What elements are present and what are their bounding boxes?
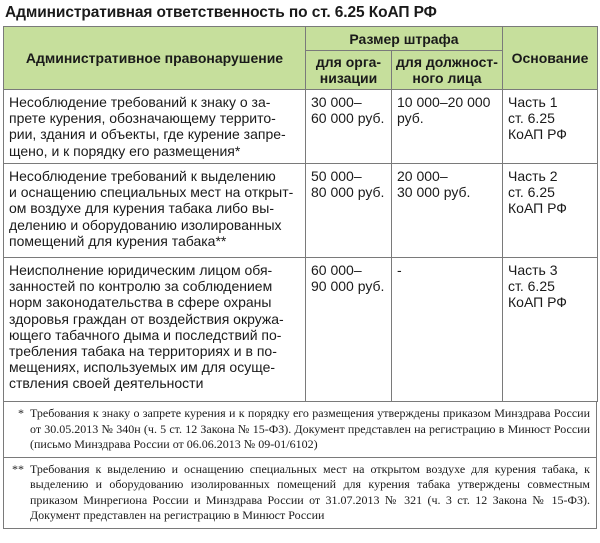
header-for-org: для орга- низации bbox=[306, 51, 392, 90]
footnote-mark: ** bbox=[12, 461, 24, 476]
org-fine-cell: 30 000– 60 000 руб. bbox=[306, 90, 392, 164]
org-fine-cell: 60 000– 90 000 руб. bbox=[306, 258, 392, 402]
footnote-text: Требования к выделению и оснащению специальных мест на открытом воздухе для курения табака, к выделению и оборудованию изолированных помещений для курения табака утверждены совместным приказом Минрегиона России и Минздрава России от 31.07.2013 № 321 (ч. 3 ст. 12 Закона № 15-ФЗ). Документ представлен на регистрацию в Минюст России bbox=[30, 461, 590, 522]
official-fine-cell: 10 000–20 000 руб. bbox=[392, 90, 503, 164]
header-for-official: для должност- ного лица bbox=[392, 51, 503, 90]
official-fine-cell: - bbox=[392, 258, 503, 402]
violation-cell: Несоблюдение требований к выделению и оснащению специальных мест на открыт- ом воздухе для курения табака либо вы- делению и оборудованию изолированных помещений для курения табака** bbox=[4, 164, 306, 258]
footnote bbox=[4, 458, 596, 528]
header-violation: Административное правонарушение bbox=[4, 27, 306, 90]
violation-cell: Несоблюдение требований к знаку о за- прете курения, обозначающему террито- рии, здания и объекты, где курение запре- щено, и к порядку его размещения* bbox=[4, 90, 306, 164]
basis-cell: Часть 3 ст. 6.25 КоАП РФ bbox=[503, 258, 598, 402]
footnote-mark: * bbox=[18, 406, 24, 420]
fines-table bbox=[3, 26, 598, 402]
official-fine-cell: 20 000– 30 000 руб. bbox=[392, 164, 503, 258]
header-fine: Размер штрафа bbox=[306, 27, 503, 51]
footnote bbox=[4, 402, 596, 457]
table-row bbox=[4, 258, 598, 402]
basis-cell: Часть 2 ст. 6.25 КоАП РФ bbox=[503, 164, 598, 258]
footnote-row bbox=[4, 402, 597, 458]
page-title: Административная ответственность по ст. 6.25 КоАП РФ bbox=[5, 4, 437, 21]
violation-cell: Неисполнение юридическим лицом обя- занностей по контролю за соблюдением норм законодательства в сфере охраны здоровья граждан от воздействия окружа- ющего табачного дыма и последствий по- требления табака на территориях и в по- мещениях, используемых им для осуще- ствления своей деятельности bbox=[4, 258, 306, 402]
footnotes-table bbox=[3, 401, 597, 529]
footnote-row bbox=[4, 457, 597, 528]
org-fine-cell: 50 000– 80 000 руб. bbox=[306, 164, 392, 258]
header-row bbox=[4, 27, 598, 51]
basis-cell: Часть 1 ст. 6.25 КоАП РФ bbox=[503, 90, 598, 164]
header-basis: Основание bbox=[503, 27, 598, 90]
footnote-text: Требования к знаку о запрете курения и к порядку его размещения утверждены приказом Минздрава России от 30.05.2013 № 340н (ч. 5 ст. 12 Закона № 15-ФЗ). Документ представлен на регистрацию в Минюст России (письмо Минздрава России от 06.06.2013 № 09-01/6102) bbox=[30, 406, 590, 451]
table-row bbox=[4, 90, 598, 164]
table-row bbox=[4, 164, 598, 258]
